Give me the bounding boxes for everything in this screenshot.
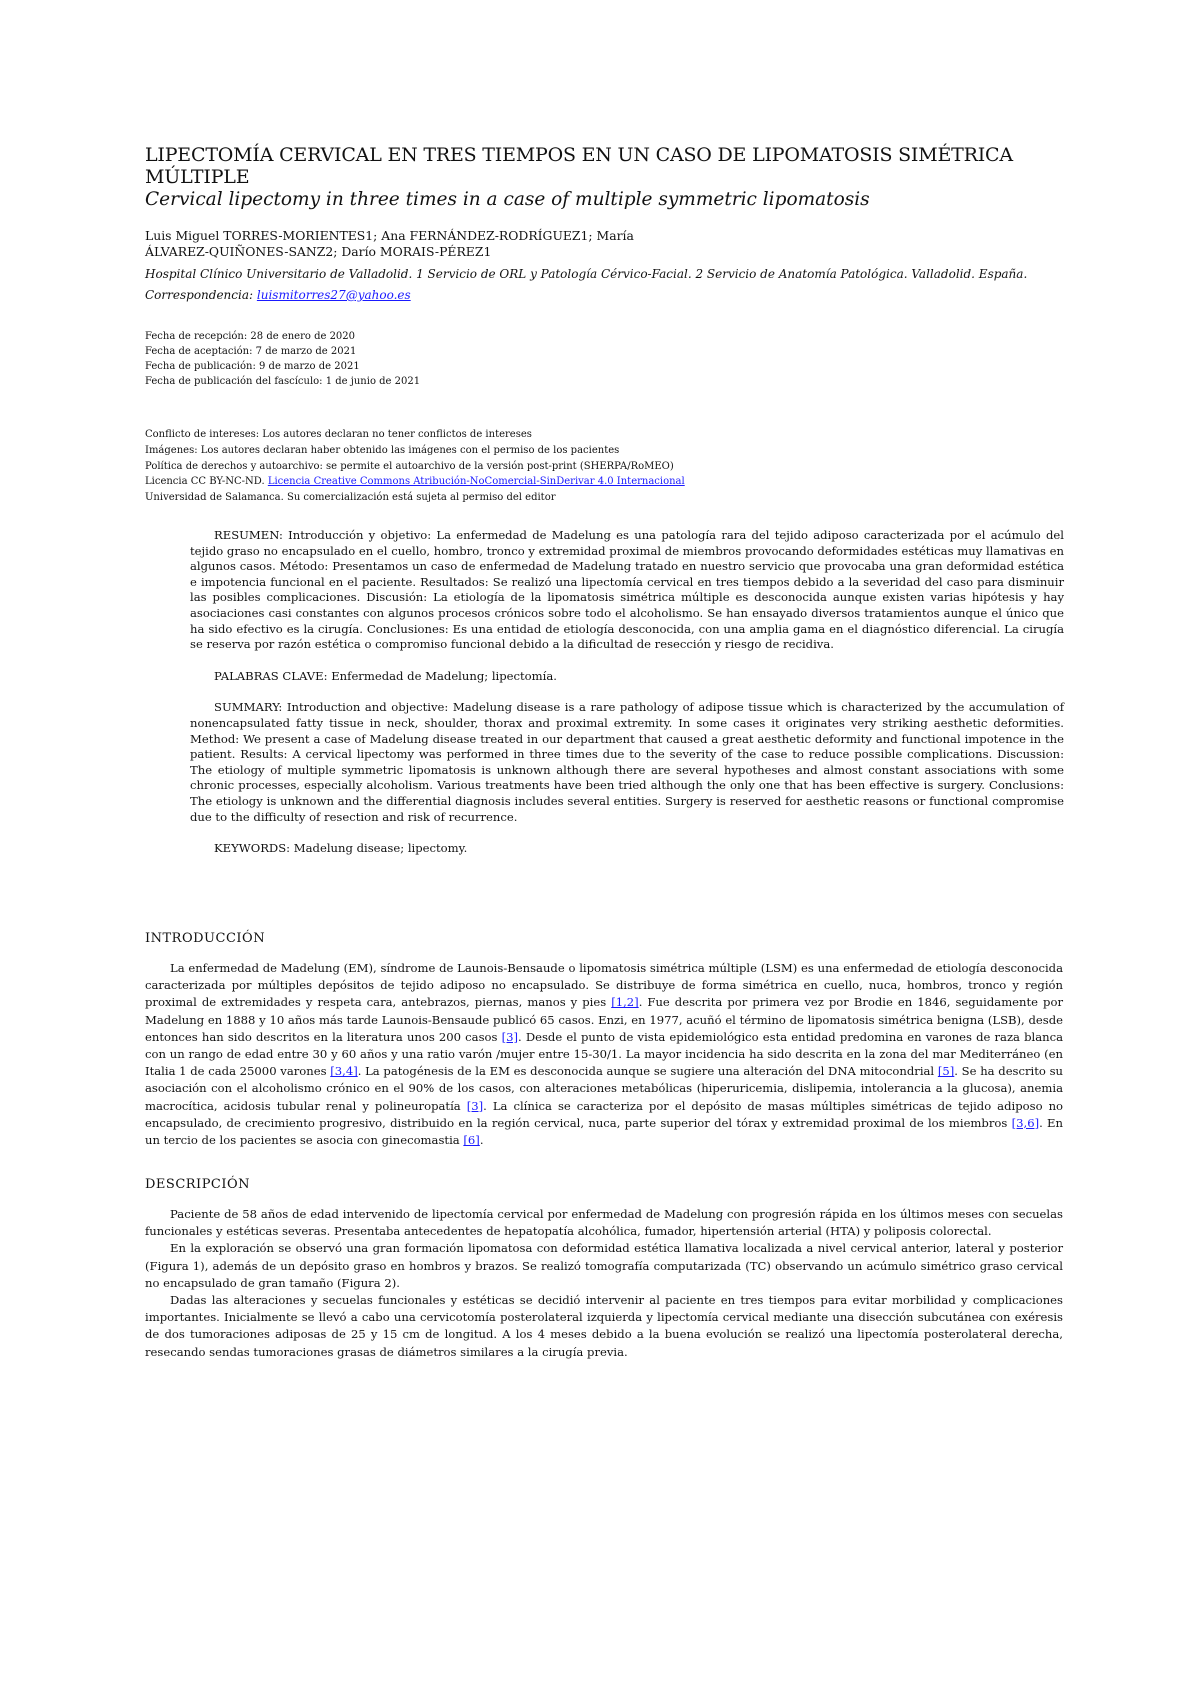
license-link[interactable]: Licencia Creative Commons Atribución-NoComercial-SinDerivar 4.0 Internacional [267,476,685,488]
date-received: Fecha de recepción: 28 de enero de 2020 [145,331,356,342]
citation-link[interactable]: [5] [937,1064,955,1079]
university-statement: Universidad de Salamanca. Su comercialización está sujeta al permiso del editor [145,492,556,504]
license-prefix: Licencia CC BY-NC-ND. [145,476,268,488]
date-accepted: Fecha de aceptación: 7 de marzo de 2021 [145,346,357,357]
citation-link[interactable]: [3,6] [1011,1115,1040,1130]
correspondence-label: Correspondencia: [145,288,254,302]
conflict-of-interest: Conflicto de intereses: Los autores declaran no tener conflictos de intereses [145,429,532,440]
description-paragraph-2: En la exploración se observó una gran formación lipomatosa con deformidad estética llamativa localizada a nivel cervical anterior, lateral y posterior (Figura 1), además de un depósito graso en hombros y brazos. Se realizó tomografía computarizada (TC) observando un acúmulo simétrico graso cervical no encapsulado de gran tamaño (Figura 2). [145,1241,1063,1290]
citation-link[interactable]: [3,4] [330,1064,358,1079]
intro-paragraph: La enfermedad de Madelung (EM), síndrome de Launois-Bensaude o lipomatosis simétrica múltiple (LSM) es una enfermedad de etiología desconocida caracterizada por múltiples depósitos de tejido adiposo no encapsulado. Se distribuye de forma simétrica en cuello, nuca, hombros, tronco y región proximal de extremidades y respeta cara, antebrazos, piernas, manos y pies [1,2]. Fue descrita por primera vez por Brodie en 1846, seguidamente por Madelung en 1888 y 10 años más tarde Launois-Bensaude publicó 65 casos. Enzi, en 1977, acuñó el término de lipomatosis simétrica benigna (LSB), desde entonces han sido descritos en la literatura unos 200 casos [3]. Desde el punto de vista epidemiológico esta entidad predomina en varones de raza blanca con un rango de edad entre 30 y 60 años y una ratio varón /mujer entre 15-30/1. La mayor incidencia ha sido descrita en la zona del mar Mediterráneo (en Italia 1 de cada 25000 varones [3,4]. La patogénesis de la EM es desconocida aunque se sugiere una alteración del DNA mitocondrial [5]. Se ha descrito su asociación con el alcoholismo crónico en el 90% de los casos, con alteraciones metabólicas (hiperuricemia, dislipemia, intolerancia a la glucosa), anemia macrocítica, acidosis tubular renal y polineuropatía [3]. La clínica se caracteriza por el depósito de masas múltiples simétricas de tejido adiposo no encapsulado, de crecimiento progresivo, distribuido en la región cervical, nuca, parte superior del tórax y extremidad proximal de los miembros [3,6]. En un tercio de los pacientes se asocia con ginecomastia [6]. [145,961,1064,1148]
citation-link[interactable]: [6] [463,1133,480,1148]
license-line [145,474,685,490]
affiliation: Hospital Clínico Universitario de Valladolid. 1 Servicio de ORL y Patología Cérvico-Facial. 2 Servicio de Anatomía Patológica. Valladolid. España. [145,267,1028,281]
palabras-clave: PALABRAS CLAVE: Enfermedad de Madelung; lipectomía. [214,668,557,683]
correspondence-email-link[interactable]: luismitorres27@yahoo.es [256,288,411,302]
article-subtitle: Cervical lipectomy in three times in a case of multiple symmetric lipomatosis [145,189,870,210]
citation-link[interactable]: [1,2] [611,995,639,1010]
rights-policy: Política de derechos y autoarchivo: se permite el autoarchivo de la versión post-print (SHERPA/RoMEO) [145,460,674,472]
article-title: LIPECTOMÍA CERVICAL EN TRES TIEMPOS EN UN CASO DE LIPOMATOSIS SIMÉTRICA MÚLTIPLE [145,144,1013,188]
description-heading: DESCRIPCIÓN [145,1177,251,1192]
date-published: Fecha de publicación: 9 de marzo de 2021 [145,361,360,372]
date-issue-published: Fecha de publicación del fascículo: 1 de junio de 2021 [145,376,421,387]
images-statement: Imágenes: Los autores declaran haber obtenido las imágenes con el permiso de los pacientes [145,444,620,456]
author-list: Luis Miguel TORRES-MORIENTES1; Ana FERNÁNDEZ-RODRÍGUEZ1; María ÁLVAREZ-QUIÑONES-SANZ2; Darío MORAIS-PÉREZ1 [145,228,634,259]
resumen-paragraph: RESUMEN: Introducción y objetivo: La enfermedad de Madelung es una patología rara del tejido adiposo caracterizada por el acúmulo del tejido graso no encapsulado en el cuello, hombro, tronco y extremidad proximal de miembros provocando deformidades estéticas muy llamativas en algunos casos. Método: Presentamos un caso de enfermedad de Madelung tratado en nuestro servicio que provocaba una gran deformidad estética e impotencia funcional en el paciente. Resultados: Se realizó una lipectomía cervical en tres tiempos debido a la severidad del caso para disminuir las posibles complicaciones. Discusión: La etiología de la lipomatosis simétrica múltiple es desconocida aunque existen varias hipótesis y hay asociaciones casi constantes con algunos procesos crónicos sobre todo el alcoholismo. Se han ensayado diversos tratamientos aunque el único que ha sido efectivo es la cirugía. Conclusiones: Es una entidad de etiología desconocida, con una amplia gama en el diagnóstico diferencial. La cirugía se reserva por razón estética o compromiso funcional debido a la dificultad de resección y riesgo de recidiva. [190,528,1064,652]
description-paragraph-1: Paciente de 58 años de edad intervenido de lipectomía cervical por enfermedad de Madelung con progresión rápida en los últimos meses con secuelas funcionales y estéticas severas. Presentaba antecedentes de hepatopatía alcohólica, fumador, hipertensión arterial (HTA) y poliposis colorectal. [145,1207,1063,1239]
article-metadata [145,427,685,506]
summary-paragraph: SUMMARY: Introduction and objective: Madelung disease is a rare pathology of adipose tissue which is characterized by the accumulation of nonencapsulated fatty tissue in neck, shoulder, thorax and proximal extremity. In some cases it originates very striking aesthetic deformities. Method: We present a case of Madelung disease treated in our department that caused a great aesthetic deformity and functional impotence in the patient. Results: A cervical lipectomy was performed in three times due to the severity of the case to reduce possible complications. Discussion: The etiology of multiple symmetric lipomatosis is unknown although there are several hypotheses and almost constant associations with some chronic processes, especially alcoholism. Various treatments have been tried although the only one that has been effective is surgery. Conclusions: The etiology is unknown and the differential diagnosis includes several entities. Surgery is reserved for aesthetic reasons or functional compromise due to the difficulty of resection and risk of recurrence. [190,700,1064,824]
description-paragraph-3: Dadas las alteraciones y secuelas funcionales y estéticas se decidió intervenir al paciente en tres tiempos para evitar morbilidad y complicaciones importantes. Inicialmente se llevó a cabo una cervicotomía posterolateral izquierda y lipectomía cervical mediante una disección subcutánea con exéresis de dos tumoraciones adiposas de 25 y 15 cm de longitud. A los 4 meses debido a la buena evolución se realizó una lipectomía posterolateral derecha, resecando sendas tumoraciones grasas de diámetros similares a la cirugía previa. [145,1293,1063,1359]
intro-heading: INTRODUCCIÓN [145,931,266,946]
publication-dates [145,329,420,389]
correspondence [145,288,411,302]
keywords: KEYWORDS: Madelung disease; lipectomy. [214,841,468,856]
intro-body [145,960,1063,1149]
abstract [190,528,1064,857]
description-body [145,1206,1063,1361]
citation-link[interactable]: [3] [466,1098,484,1113]
citation-link[interactable]: [3] [501,1029,519,1044]
